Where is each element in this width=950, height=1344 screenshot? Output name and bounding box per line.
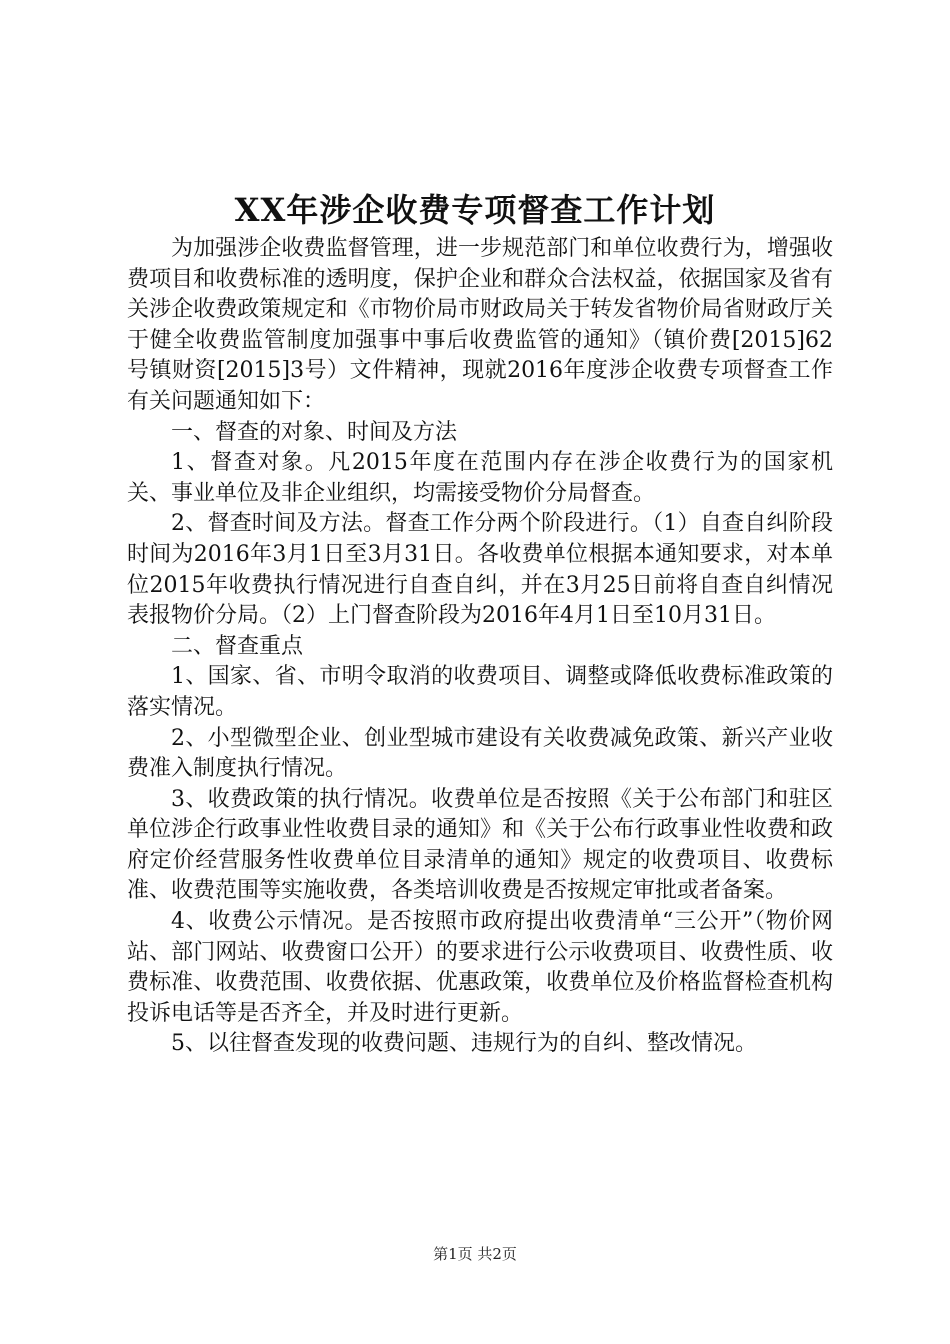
document-title: XX年涉企收费专项督查工作计划 xyxy=(234,191,716,229)
document-body xyxy=(127,234,833,1060)
paragraph-2-2: 2、小型微型企业、创业型城市建设有关收费减免政策、新兴产业收费准入制度执行情况。 xyxy=(127,725,833,782)
paragraph-2-1: 1、国家、省、市明令取消的收费项目、调整或降低收费标准政策的落实情况。 xyxy=(127,664,833,720)
paragraph-2-5: 5、以往督查发现的收费问题、违规行为的自纠、整改情况。 xyxy=(171,1031,757,1057)
page-number: 第1页 共2页 xyxy=(433,1245,517,1263)
paragraph-intro: 为加强涉企收费监督管理，进一步规范部门和单位收费行为，增强收费项目和收费标准的透明度，保护企业和群众合法权益，依据国家及省有关涉企收费政策规定和《市物价局市财政局关于转发省物价局省财政厅关于健全收费监管制度加强事中事后收费监管的通知》（镇价费[2015]62号镇财资[2015]3号）文件精神，现就2016年度涉企收费专项督查工作有关问题通知如下： xyxy=(127,236,833,414)
paragraph-2-4: 4、收费公示情况。是否按照市政府提出收费清单“三公开”（物价网站、部门网站、收费窗口公开）的要求进行公示收费项目、收费性质、收费标准、收费范围、收费依据、优惠政策，收费单位及价格监督检查机构投诉电话等是否齐全，并及时进行更新。 xyxy=(127,909,833,1026)
paragraph-1-2: 2、督查时间及方法。督查工作分两个阶段进行。（1）自查自纠阶段时间为2016年3月1日至3月31日。各收费单位根据本通知要求，对本单位2015年收费执行情况进行自查自纠，并在3月25日前将自查自纠情况表报物价分局。（2）上门督查阶段为2016年4月1日至10月31日。 xyxy=(127,511,833,629)
paragraph-2-3: 3、收费政策的执行情况。收费单位是否按照《关于公布部门和驻区单位涉企行政事业性收费目录的通知》和《关于公布行政事业性收费和政府定价经营服务性收费单位目录清单的通知》规定的收费项目、收费标准、收费范围等实施收费，各类培训收费是否按规定审批或者备案。 xyxy=(127,786,833,904)
heading-section-1: 一、督查的对象、时间及方法 xyxy=(171,419,458,445)
paragraph-1-1: 1、督查对象。凡2015年度在范围内存在涉企收费行为的国家机关、事业单位及非企业组织，均需接受物价分局督查。 xyxy=(127,450,833,506)
heading-section-2: 二、督查重点 xyxy=(171,633,304,659)
